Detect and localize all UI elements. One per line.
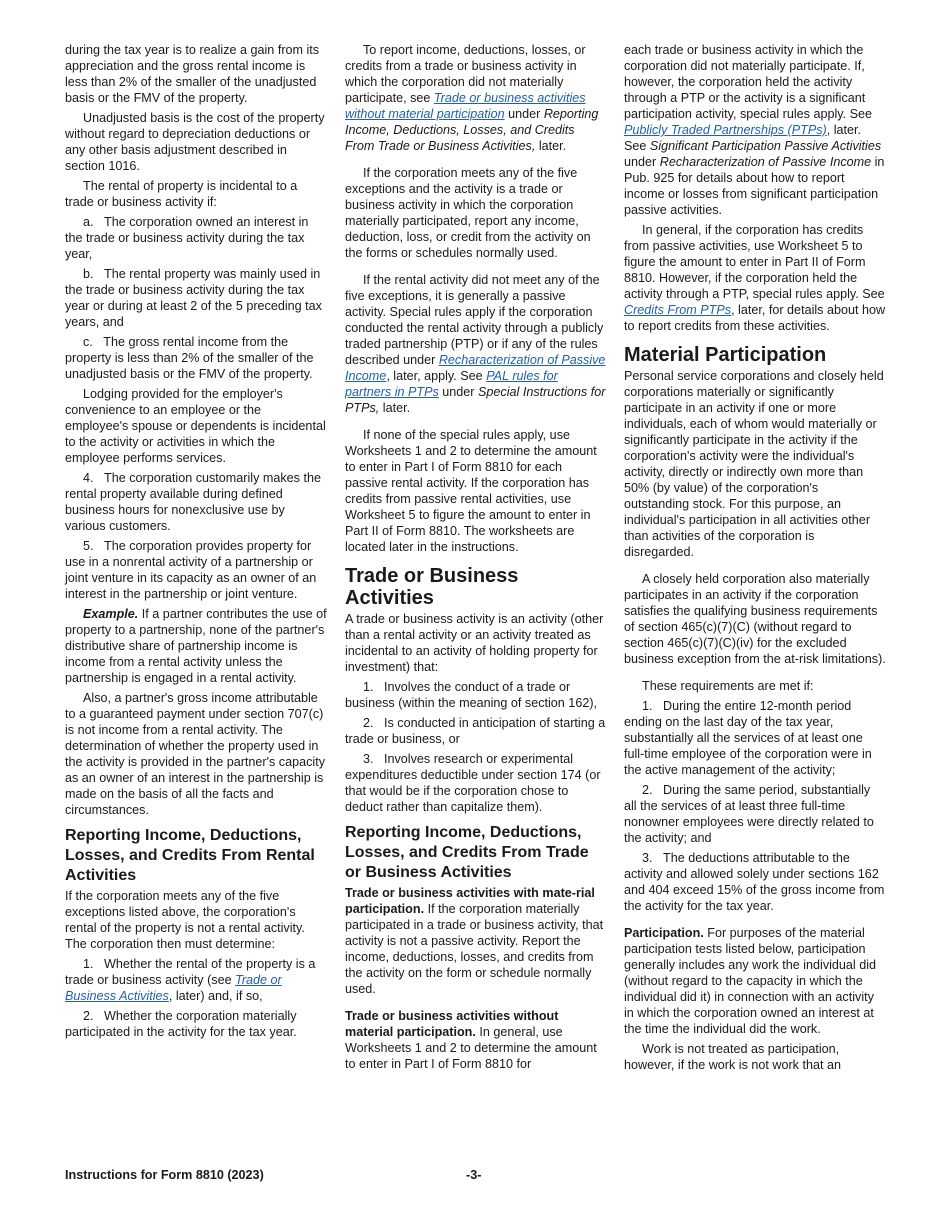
text-run: each trade or business activity in which the corporation did not materially participate. If, however, the corporation held the activity through a PTP or the activity is a significant participation activity, special rules apply. See xyxy=(624,43,873,121)
list-item: c. The gross rental income from the property is less than 2% of the smaller of the unadjusted basis or the FMV of the property. xyxy=(65,335,314,381)
section-heading: Reporting Income, Deductions, Losses, and Credits From Rental Activities xyxy=(65,827,315,884)
text-run: under xyxy=(504,107,544,121)
text-run: later. xyxy=(379,401,411,415)
run-in-label: Trade or business activities without material participation. xyxy=(345,1009,559,1039)
run-in-paragraph xyxy=(345,885,607,997)
paragraph: Lodging provided for the employer's convenience to an employee or the employee's spouse or dependents is incidental to the activity or activities in which the employee performs services. xyxy=(65,387,326,465)
page-number: -3- xyxy=(466,1168,482,1182)
text-run: In general, if the corporation has credits from passive activities, use Worksheet 5 to figure the amount to enter in Part II of Form 8810. However, if the corporation held the activity through a PTP, special rules apply. See xyxy=(624,223,885,301)
paragraph xyxy=(624,42,886,218)
link-trade-business-without-material-participation[interactable]: Trade or business activities without material participation xyxy=(345,91,586,121)
list-item: 2. During the same period, substantially all the services of at least three full-time nonowner employees were directly related to the activity; and xyxy=(624,783,874,845)
list-item: b. The rental property was mainly used in the trade or business activity during the tax year or during at least 2 of the 5 preceding tax years, and xyxy=(65,267,322,329)
list-item: 3. The deductions attributable to the activity and allowed solely under sections 162 and 404 exceed 15% of the gross income from the activity for the tax year. xyxy=(624,851,885,913)
example-paragraph xyxy=(65,606,327,686)
text-run: 1. Whether the rental of the property is a trade or business activity (see xyxy=(65,957,316,987)
subsection-heading: Reporting Income, Deductions, Losses, and Credits From Trade or Business Activities xyxy=(345,824,589,881)
paragraph: The rental of property is incidental to a trade or business activity if: xyxy=(65,179,298,209)
list-item: 5. The corporation provides property for use in a nonrental activity of a partnership or joint venture in its capacity as an owner of an interest in the partnership or joint venture. xyxy=(65,539,317,601)
paragraph: Personal service corporations and closely held corporations materially or significantly participate in an activity if one or more individuals, each of whom would materially or significantly participate in the activity if the corporation's activity were the individual's activity, directly or indirectly own more than 50% (by value) of the corporation's outstanding stock. For this purpose, an individual's participation in all activities other than activities of the corporation is disregarded. xyxy=(624,369,884,559)
link-trade-or-business-activities[interactable]: Trade or Business Activities xyxy=(65,973,282,1003)
text-run-italic: Special Instructions for PTPs, xyxy=(345,385,606,415)
list-item: a. The corporation owned an interest in the trade or business activity during the tax year, xyxy=(65,215,309,261)
paragraph: Also, a partner's gross income attributable to a guaranteed payment under section 707(c) is not income from a rental activity. The determination of whether the property used in the activity is provided in the partner's capacity as an owner of an interest in the partnership is made on the basis of all the facts and circumstances. xyxy=(65,691,326,817)
list-item xyxy=(65,956,327,1004)
paragraph: If the corporation meets any of the five exceptions and the activity is a trade or business activity in which the corporation materially participated, report any income, deduction, loss, or credit from the activity on the forms or schedules normally used. xyxy=(345,166,591,260)
text-run: To report income, deductions, losses, or credits from a trade or business activity in which the corporation did not materially participate, see xyxy=(345,43,586,105)
paragraph: Unadjusted basis is the cost of the property without regard to depreciation deductions or any other basis adjustment described in section 1016. xyxy=(65,111,325,173)
list-item: 2. Is conducted in anticipation of starting a trade or business, or xyxy=(345,716,606,746)
text-run-italic: Recharacterization of Passive Income xyxy=(659,155,872,169)
text-run: , later, apply. See xyxy=(386,369,487,383)
link-publicly-traded-partnerships[interactable]: Publicly Traded Partnerships (PTPs) xyxy=(624,123,827,137)
example-text: If a partner contributes the use of property to a partnership, none of the partner's distributive share of partnership income is income from a rental activity unless the partnership is engaged in a rental activity. xyxy=(65,607,327,685)
paragraph xyxy=(345,42,607,154)
paragraph: These requirements are met if: xyxy=(642,679,814,693)
text-run-italic: Significant Participation Passive Activities xyxy=(649,139,882,153)
section-heading: Material Participation xyxy=(624,344,827,366)
column-middle xyxy=(345,42,607,1076)
text-run: , later, for details about how to report credits from these activities. xyxy=(624,303,886,333)
text-run: in Pub. 925 for details about how to report income or losses from significant participation passive activities. xyxy=(624,155,885,217)
run-in-label: Participation. xyxy=(624,926,704,940)
text-run: under xyxy=(624,155,660,169)
list-item: 4. The corporation customarily makes the rental property available during defined business hours for nonexclusive use by various customers. xyxy=(65,471,321,533)
list-item: 3. Involves research or experimental expenditures deductible under section 174 (or that would be if the corporation chose to deduct rather than capitalize them). xyxy=(345,752,601,814)
text-run: If the corporation materially participated in a trade or business activity, that activity is not a passive activity. Report the income, deductions, losses, and credits from the activity on the form or schedule normally used. xyxy=(345,902,604,996)
list-item: 1. During the entire 12-month period ending on the last day of the tax year, substantially all the services of at least one full-time employee of the corporation were in the active management of the activity; xyxy=(624,699,872,777)
run-in-label: Trade or business activities with mate-rial participation. xyxy=(345,886,595,916)
paragraph: A closely held corporation also materially participates in an activity if the corporation satisfies the qualifying business requirements of section 465(c)(7)(C) (without regard to section 465(c)(7)(C)(iv) for the excluded business exception from the at-risk limitations). xyxy=(624,572,886,666)
link-credits-from-ptps[interactable]: Credits From PTPs xyxy=(624,303,732,317)
example-label: Example. xyxy=(83,607,139,621)
link-pal-rules-partners-ptps[interactable]: PAL rules for partners in PTPs xyxy=(345,369,558,399)
link-recharacterization-passive-income[interactable]: Recharacterization of Passive Income xyxy=(345,353,606,383)
run-in-paragraph xyxy=(624,925,886,1037)
text-run: later. xyxy=(535,139,567,153)
text-run: , later. See xyxy=(624,123,862,153)
paragraph: during the tax year is to realize a gain from its appreciation and the gross rental income is less than 2% of the smaller of the unadjusted basis or the FMV of the property. xyxy=(65,43,320,105)
text-run: under xyxy=(438,385,479,399)
list-item: 1. Involves the conduct of a trade or business (within the meaning of section 162), xyxy=(345,680,598,710)
text-run: In general, use Worksheets 1 and 2 to determine the amount to enter in Part I of Form 8810 for xyxy=(345,1025,597,1071)
paragraph xyxy=(624,222,886,334)
paragraph xyxy=(345,272,607,416)
column-right xyxy=(624,42,886,1077)
text-run-italic: Reporting Income, Deductions, Losses, and Credits From Trade or Business Activities, xyxy=(345,107,599,153)
list-item: 2. Whether the corporation materially participated in the activity for the tax year. xyxy=(65,1009,297,1039)
paragraph: A trade or business activity is an activity (other than a rental activity or an activity treated as incidental to an activity of holding property for investment) that: xyxy=(345,612,604,674)
footer-form-title: Instructions for Form 8810 (2023) xyxy=(65,1168,264,1182)
paragraph: If none of the special rules apply, use Worksheets 1 and 2 to determine the amount to enter in Part I of Form 8810 for each passive rental activity. If the corporation has credits from passive rental activities, use Worksheet 5 to figure the amount to enter in Part II of Form 8810. The worksheets are located later in the instructions. xyxy=(345,428,597,554)
paragraph: If the corporation meets any of the five exceptions listed above, the corporation's rental of the property is not a rental activity. The corporation then must determine: xyxy=(65,889,305,951)
column-left xyxy=(65,42,327,1044)
text-run: For purposes of the material participation tests listed below, participation generally includes any work the individual did (without regard to the capacity in which the individual did it) in connection with an activity in which the corporation owned an interest at the time the individual did the work. xyxy=(624,926,877,1036)
section-heading: Trade or Business Activities xyxy=(345,565,519,609)
text-run: If the rental activity did not meet any of the five exceptions, it is generally a passive activity. Special rules apply if the corporation conducted the rental activity through a publicly traded partnership (PTP) or if any of the rules described under xyxy=(345,273,604,367)
run-in-paragraph xyxy=(345,1008,607,1072)
paragraph: Work is not treated as participation, however, if the work is not work that an xyxy=(624,1042,841,1072)
text-run: , later) and, if so, xyxy=(168,989,263,1003)
